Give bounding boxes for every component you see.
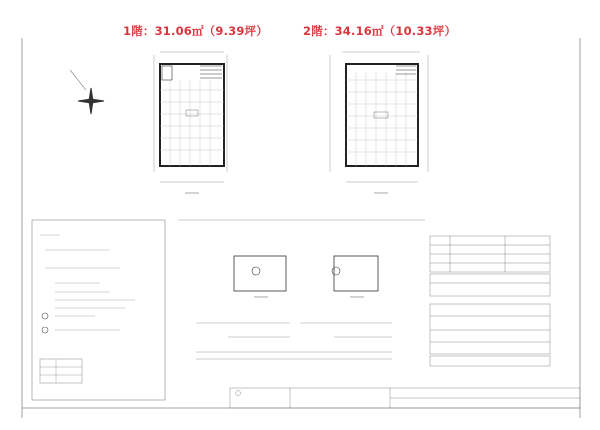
floor1-area-heading: 1階：31.06㎡（9.39坪） bbox=[123, 24, 268, 38]
title-block bbox=[230, 388, 580, 408]
area-table bbox=[430, 236, 550, 366]
floor2-plan bbox=[330, 52, 428, 193]
legend-box bbox=[32, 220, 165, 400]
north-arrow bbox=[70, 70, 104, 114]
floor2-area-heading: 2階：34.16㎡（10.33坪） bbox=[303, 24, 457, 38]
sheet-border bbox=[22, 38, 580, 418]
floor1-plan bbox=[154, 52, 227, 193]
area-calculation-section bbox=[178, 220, 425, 359]
